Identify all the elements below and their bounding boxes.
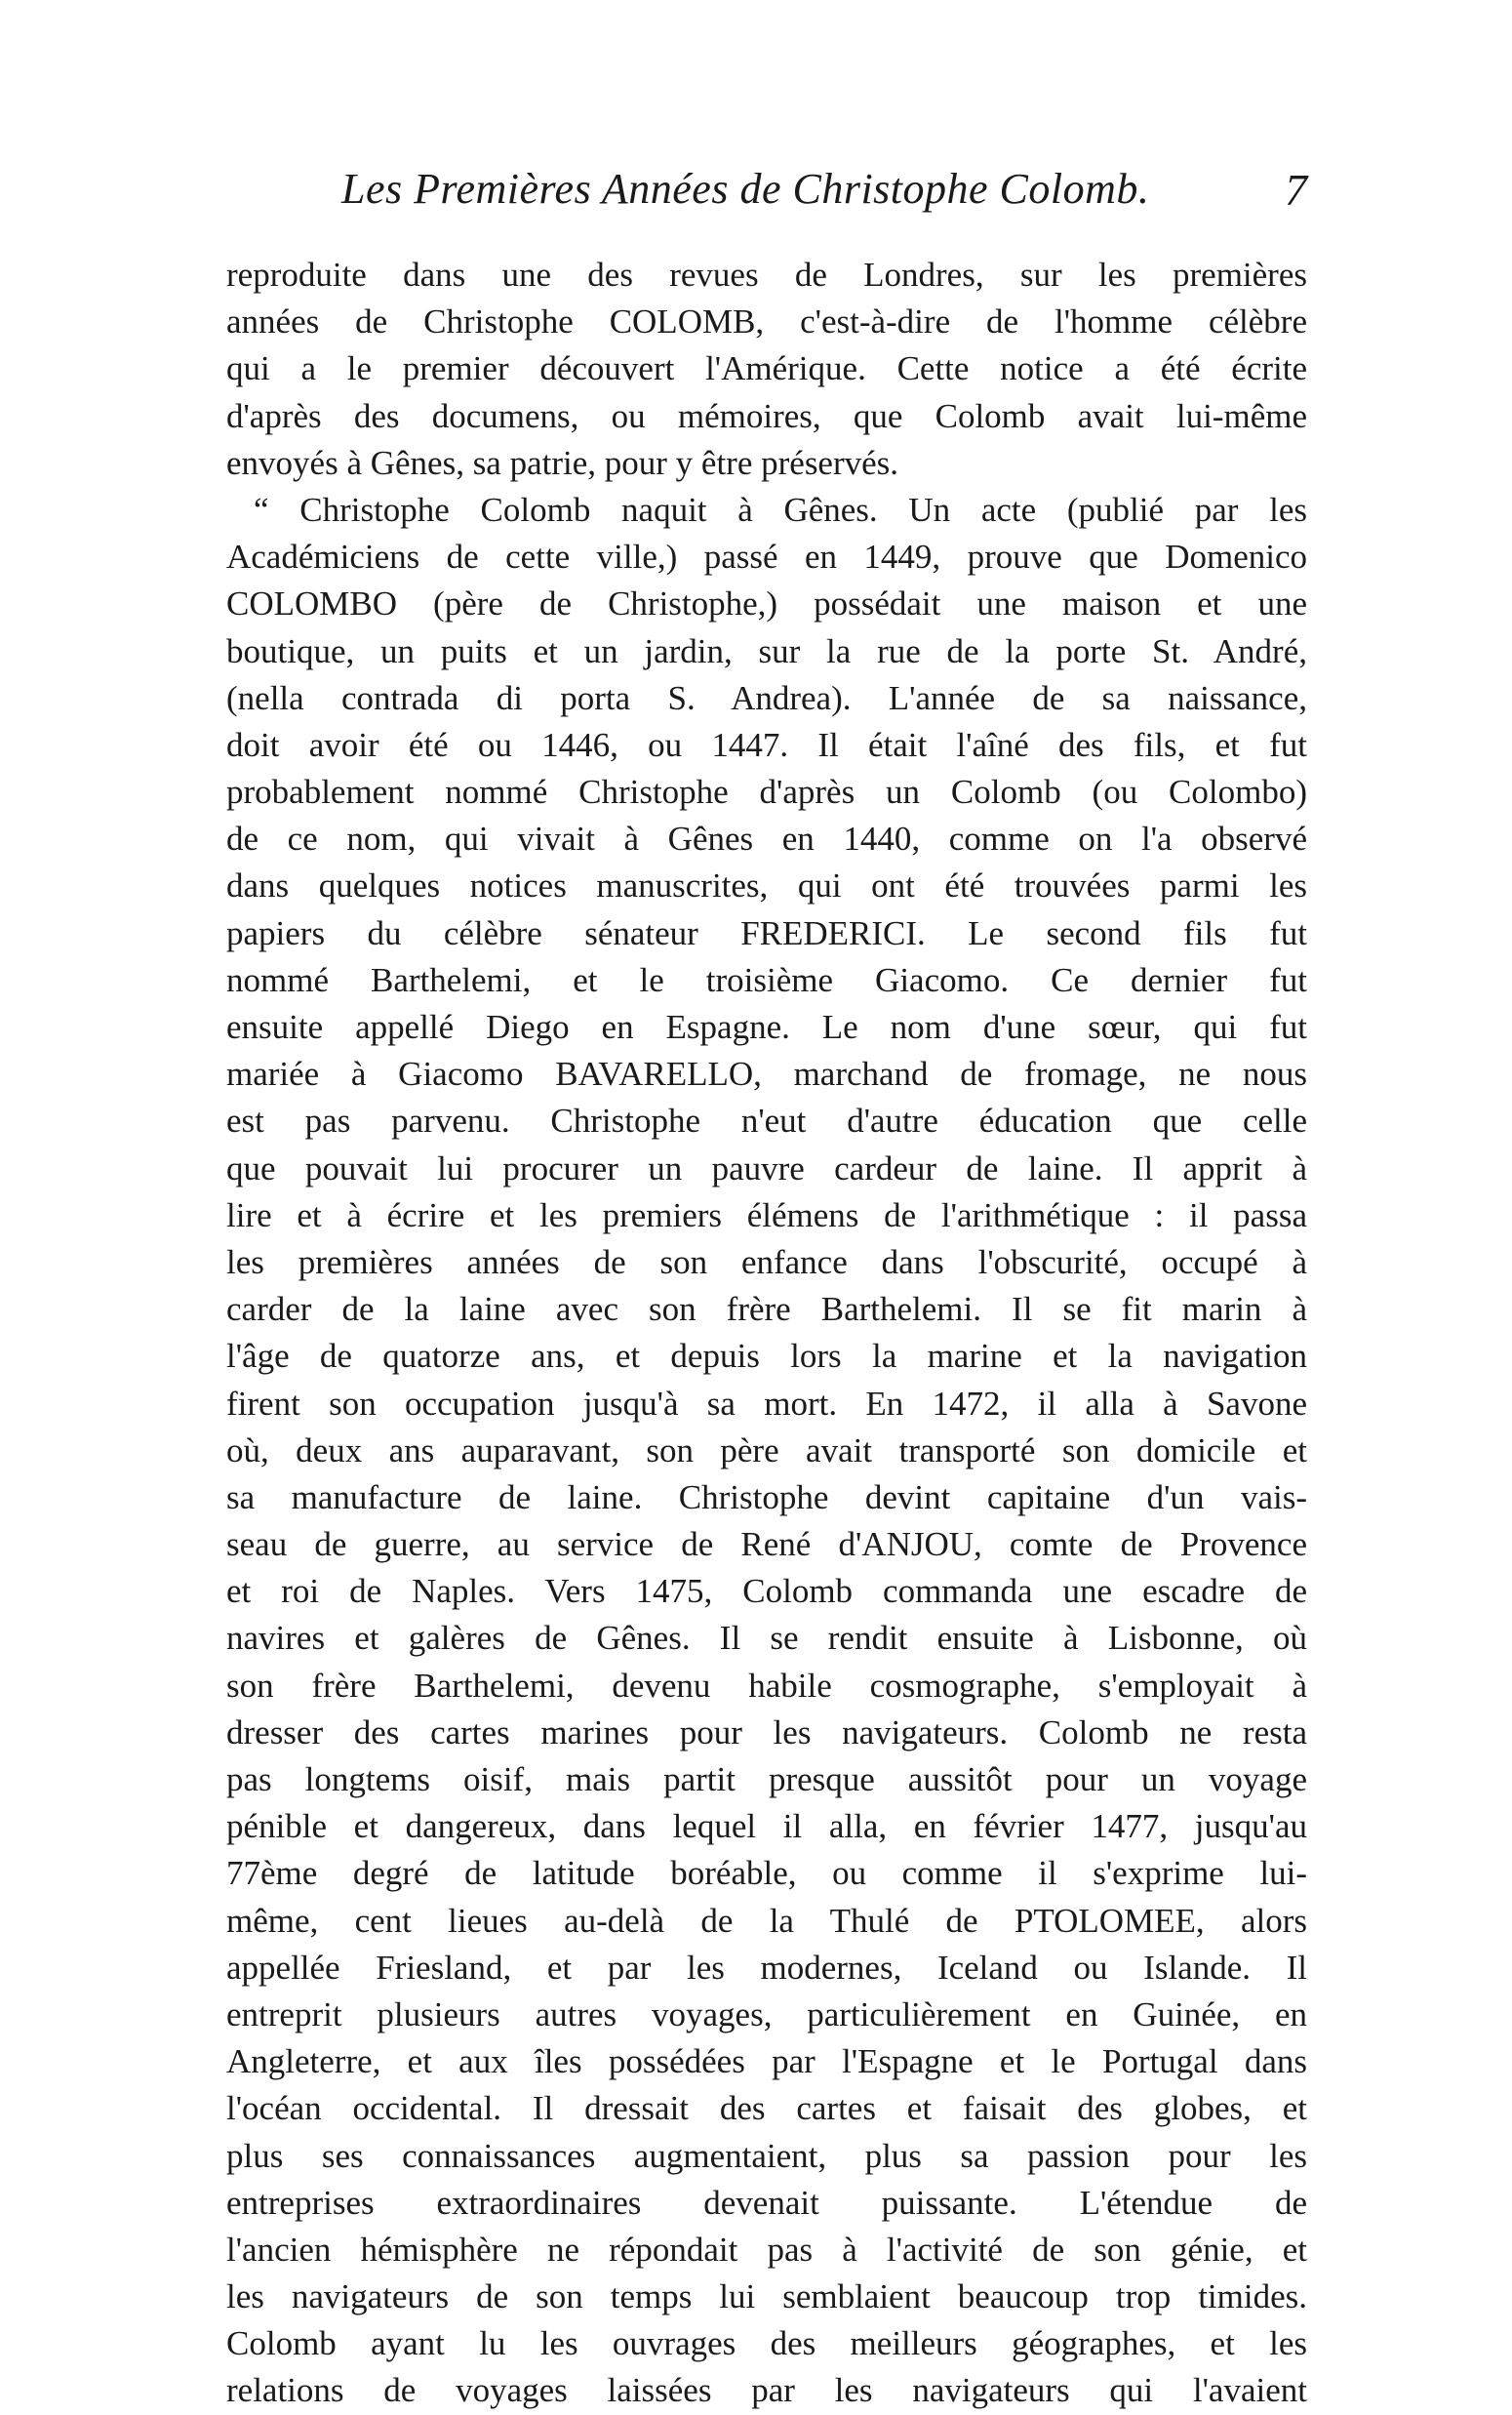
running-head <box>224 164 1307 213</box>
text-line: même, cent lieues au-delà de la Thulé de PTOLOMEE, alors <box>226 1901 1307 1940</box>
text-line: probablement nommé Christophe d'après un Colomb (ou Colombo) <box>226 773 1307 812</box>
text-line: mariée à Giacomo BAVARELLO, marchand de fromage, ne nous <box>226 1055 1307 1094</box>
text-line: carder de la laine avec son frère Barthelemi. Il se fit marin à <box>226 1290 1307 1329</box>
text-line: entreprises extraordinaires devenait puissante. L'étendue de <box>226 2183 1307 2222</box>
text-line: envoyés à Gênes, sa patrie, pour y être préservés. <box>226 443 899 482</box>
text-line: où, deux ans auparavant, son père avait transporté son domicile et <box>226 1430 1307 1469</box>
text-line: de ce nom, qui vivait à Gênes en 1440, comme on l'a observé <box>226 820 1307 859</box>
text-line: entreprit plusieurs autres voyages, particulièrement en Guinée, en <box>226 1994 1307 2033</box>
text-line: Académiciens de cette ville,) passé en 1449, prouve que Domenico <box>226 538 1307 577</box>
text-line: les navigateurs de son temps lui semblaient beaucoup trop timides. <box>226 2277 1307 2316</box>
text-line: papiers du célèbre sénateur FREDERICI. Le second fils fut <box>226 913 1307 952</box>
text-line: les premières années de son enfance dans l'obscurité, occupé à <box>226 1242 1307 1281</box>
text-line: plus ses connaissances augmentaient, plus sa passion pour les <box>226 2136 1307 2175</box>
text-line: reproduite dans une des revues de Londres, sur les premières <box>226 256 1307 294</box>
text-line: et roi de Naples. Vers 1475, Colomb commanda une escadre de <box>226 1572 1307 1611</box>
text-line: 77ème degré de latitude boréable, ou comme il s'exprime lui- <box>226 1854 1307 1893</box>
text-line: relations de voyages laissées par les navigateurs qui l'avaient <box>226 2371 1307 2410</box>
text-line: appellée Friesland, et par les modernes, Iceland ou Islande. Il <box>226 1948 1307 1987</box>
text-line: Angleterre, et aux îles possédées par l'Espagne et le Portugal dans <box>226 2042 1307 2081</box>
text-line: lire et à écrire et les premiers élémens de l'arithmétique : il passa <box>226 1195 1307 1234</box>
text-line: nommé Barthelemi, et le troisième Giacomo. Ce dernier fut <box>226 960 1307 999</box>
body-text <box>226 252 1307 2415</box>
text-line: son frère Barthelemi, devenu habile cosmographe, s'employait à <box>226 1666 1307 1705</box>
text-line: firent son occupation jusqu'à sa mort. En 1472, il alla à Savone <box>226 1384 1307 1423</box>
text-line: COLOMBO (père de Christophe,) possédait une maison et une <box>226 584 1307 624</box>
text-line: pénible et dangereux, dans lequel il alla, en février 1477, jusqu'au <box>226 1807 1307 1846</box>
text-line: boutique, un puits et un jardin, sur la rue de la porte St. André, <box>226 631 1307 670</box>
page-number: 7 <box>1285 165 1307 215</box>
text-line: que pouvait lui procurer un pauvre cardeur de laine. Il apprit à <box>226 1148 1307 1187</box>
text-line: (nella contrada di porta S. Andrea). L'année de sa naissance, <box>226 678 1307 717</box>
text-line: sa manufacture de laine. Christophe devint capitaine d'un vais- <box>226 1477 1307 1516</box>
running-title: Les Premières Années de Christophe Colomb. <box>341 165 1150 213</box>
text-line: années de Christophe COLOMB, c'est-à-dire de l'homme célèbre <box>226 302 1307 342</box>
text-line: “ Christophe Colomb naquit à Gênes. Un acte (publié par les <box>254 490 1307 529</box>
text-line: doit avoir été ou 1446, ou 1447. Il était l'aîné des fils, et fut <box>226 725 1307 764</box>
text-line: dresser des cartes marines pour les navigateurs. Colomb ne resta <box>226 1712 1307 1751</box>
text-line: dans quelques notices manuscrites, qui ont été trouvées parmi les <box>226 866 1307 906</box>
text-line: Colomb ayant lu les ouvrages des meilleurs géographes, et les <box>226 2324 1307 2363</box>
text-line: l'âge de quatorze ans, et depuis lors la marine et la navigation <box>226 1337 1307 1376</box>
text-line: est pas parvenu. Christophe n'eut d'autre éducation que celle <box>226 1102 1307 1141</box>
text-line: l'océan occidental. Il dressait des cartes et faisait des globes, et <box>226 2089 1307 2128</box>
text-line: l'ancien hémisphère ne répondait pas à l'activité de son génie, et <box>226 2230 1307 2269</box>
text-line: ensuite appellé Diego en Espagne. Le nom d'une sœur, qui fut <box>226 1008 1307 1046</box>
text-line: qui a le premier découvert l'Amérique. Cette notice a été écrite <box>226 349 1307 388</box>
text-line: d'après des documens, ou mémoires, que Colomb avait lui-même <box>226 396 1307 435</box>
text-line: seau de guerre, au service de René d'ANJOU, comte de Provence <box>226 1525 1307 1564</box>
text-line: navires et galères de Gênes. Il se rendit ensuite à Lisbonne, où <box>226 1619 1307 1658</box>
text-line: pas longtems oisif, mais partit presque aussitôt pour un voyage <box>226 1760 1307 1798</box>
